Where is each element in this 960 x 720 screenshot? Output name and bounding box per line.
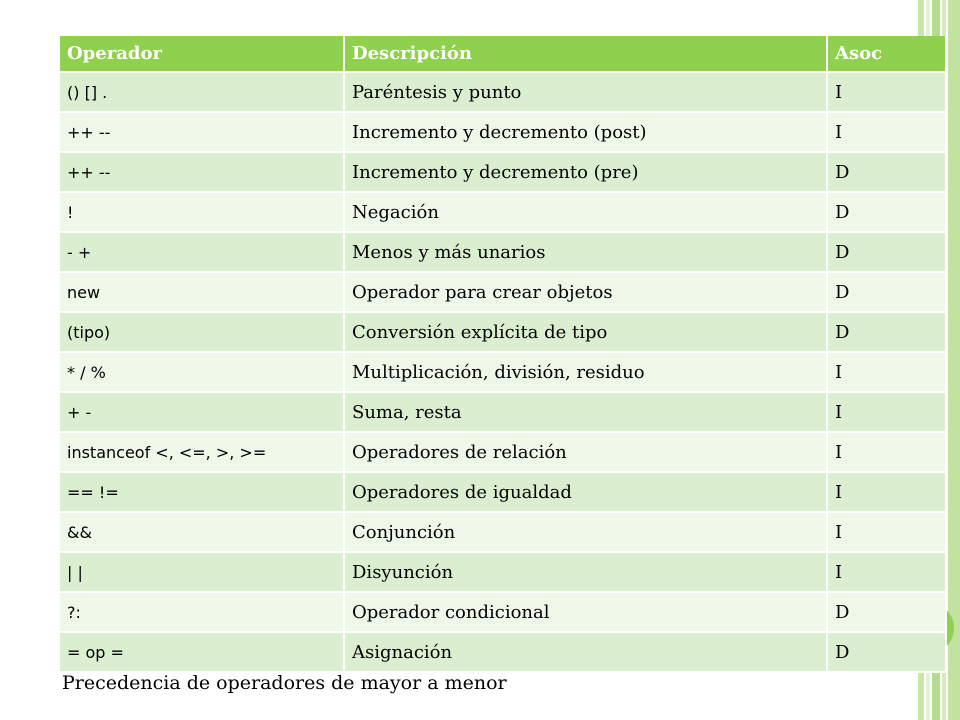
cell-operador: * / %	[60, 352, 344, 392]
table-row	[60, 72, 946, 112]
cell-asoc: I	[827, 432, 946, 472]
header-operador: Operador	[60, 36, 344, 72]
cell-asoc: D	[827, 632, 946, 672]
table-row	[60, 432, 946, 472]
cell-operador: () [] .	[60, 72, 344, 112]
cell-descripcion: Operador para crear objetos	[344, 272, 827, 312]
cell-operador: + -	[60, 392, 344, 432]
cell-descripcion: Asignación	[344, 632, 827, 672]
cell-asoc: D	[827, 312, 946, 352]
table-row	[60, 272, 946, 312]
slide-caption: Precedencia de operadores de mayor a menor	[62, 672, 507, 694]
cell-asoc: D	[827, 152, 946, 192]
table-row	[60, 512, 946, 552]
cell-operador: (tipo)	[60, 312, 344, 352]
cell-operador: == !=	[60, 472, 344, 512]
table-row	[60, 112, 946, 152]
table-row	[60, 192, 946, 232]
cell-descripcion: Operador condicional	[344, 592, 827, 632]
cell-asoc: I	[827, 72, 946, 112]
table-row	[60, 352, 946, 392]
cell-operador: | |	[60, 552, 344, 592]
cell-asoc: I	[827, 552, 946, 592]
cell-descripcion: Suma, resta	[344, 392, 827, 432]
table-body	[60, 72, 946, 672]
cell-asoc: D	[827, 272, 946, 312]
cell-operador: ++ --	[60, 112, 344, 152]
cell-descripcion: Conversión explícita de tipo	[344, 312, 827, 352]
cell-asoc: D	[827, 592, 946, 632]
cell-descripcion: Disyunción	[344, 552, 827, 592]
cell-operador: !	[60, 192, 344, 232]
cell-asoc: I	[827, 472, 946, 512]
cell-descripcion: Paréntesis y punto	[344, 72, 827, 112]
cell-asoc: D	[827, 232, 946, 272]
cell-descripcion: Operadores de relación	[344, 432, 827, 472]
cell-descripcion: Conjunción	[344, 512, 827, 552]
cell-descripcion: Incremento y decremento (pre)	[344, 152, 827, 192]
cell-asoc: I	[827, 392, 946, 432]
table-row	[60, 472, 946, 512]
cell-operador: - +	[60, 232, 344, 272]
table-row	[60, 152, 946, 192]
cell-descripcion: Operadores de igualdad	[344, 472, 827, 512]
cell-operador: ?:	[60, 592, 344, 632]
cell-descripcion: Incremento y decremento (post)	[344, 112, 827, 152]
table-row	[60, 312, 946, 352]
cell-asoc: D	[827, 192, 946, 232]
cell-asoc: I	[827, 512, 946, 552]
cell-asoc: I	[827, 352, 946, 392]
header-asoc: Asoc	[827, 36, 946, 72]
table-row	[60, 592, 946, 632]
cell-operador: &&	[60, 512, 344, 552]
operator-precedence-table	[60, 36, 947, 673]
cell-descripcion: Negación	[344, 192, 827, 232]
cell-operador: instanceof <, <=, >, >=	[60, 432, 344, 472]
table-header-row	[60, 36, 946, 72]
table-row	[60, 632, 946, 672]
cell-asoc: I	[827, 112, 946, 152]
header-descripcion: Descripción	[344, 36, 827, 72]
cell-operador: new	[60, 272, 344, 312]
operator-precedence-table-container	[60, 36, 896, 673]
cell-operador: ++ --	[60, 152, 344, 192]
table-row	[60, 552, 946, 592]
cell-descripcion: Multiplicación, división, residuo	[344, 352, 827, 392]
cell-operador: = op =	[60, 632, 344, 672]
table-row	[60, 392, 946, 432]
table-row	[60, 232, 946, 272]
cell-descripcion: Menos y más unarios	[344, 232, 827, 272]
